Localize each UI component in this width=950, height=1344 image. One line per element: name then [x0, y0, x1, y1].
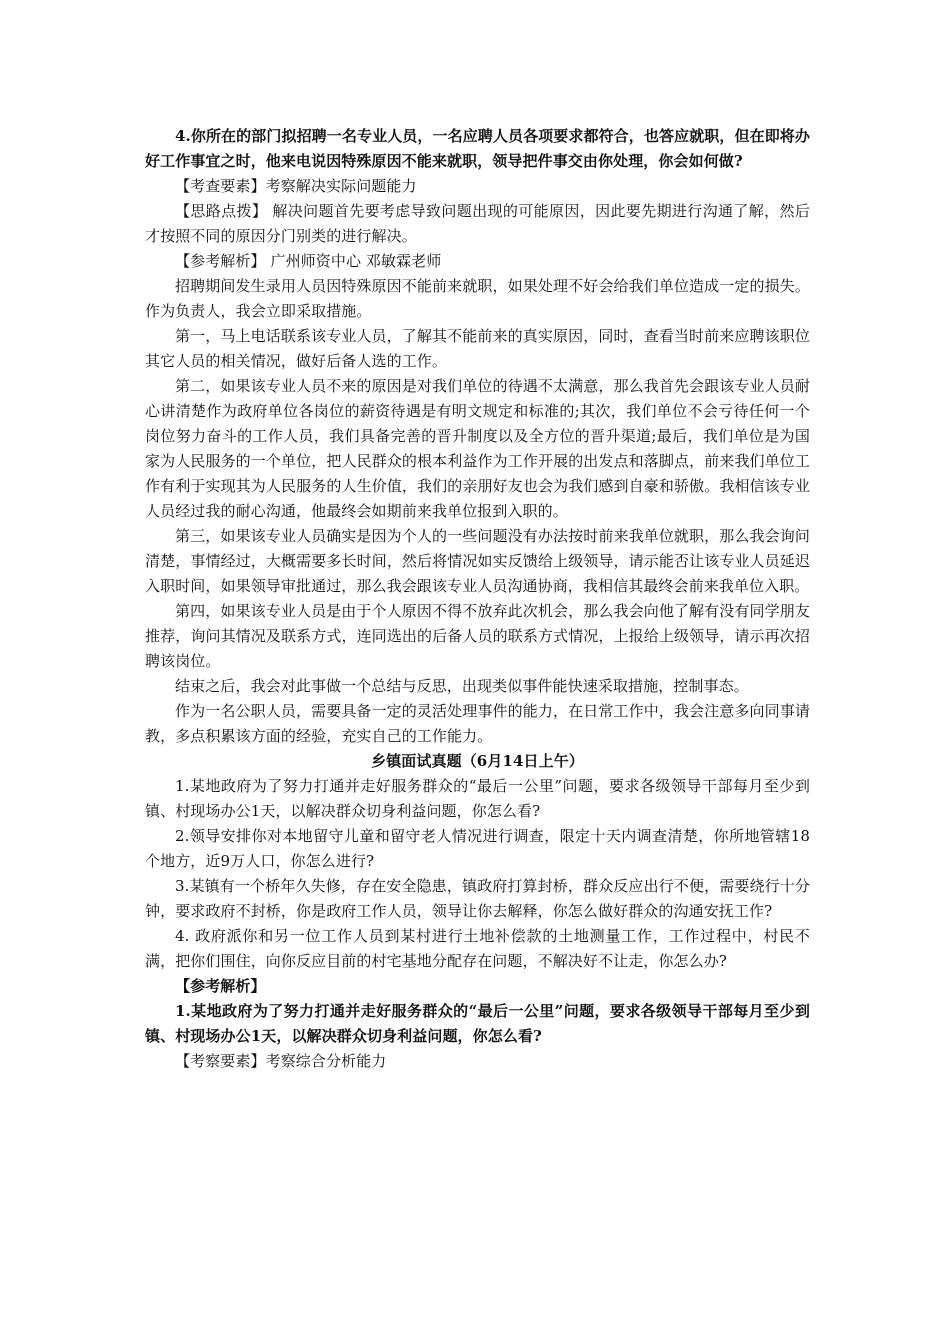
answer-point-3: 第三，如果该专业人员确实是因为个人的一些问题没有办法按时前来我单位就职，那么我会询问清楚，事情经过，大概需要多长时间，然后将情况如实反馈给上级领导，请示能否让该专业人员延迟入职时间，如果领导审批通过，那么我会跟该专业人员沟通协商，我相信其最终会前来我单位入职。 — [145, 527, 810, 595]
section-title: 乡镇面试真题（6月14日上午） — [371, 752, 584, 770]
answer-intro: 招聘期间发生录用人员因特殊原因不能前来就职，如果处理不好会给我们单位造成一定的损失。作为负责人，我会立即采取措施。 — [145, 277, 810, 320]
document-page — [145, 124, 810, 1074]
answer-point-1: 第一，马上电话联系该专业人员，了解其不能前来的真实原因，同时，查看当时前来应聘该职位其它人员的相关情况，做好后备人选的工作。 — [145, 327, 810, 370]
analysis-heading: 【参考解析】 — [175, 977, 266, 995]
town-question-3: 3.某镇有一个桥年久失修，存在安全隐患，镇政府打算封桥，群众反应出行不便，需要绕行十分钟，要求政府不封桥，你是政府工作人员，领导让你去解释，你怎么做好群众的沟通安抚工作? — [145, 877, 810, 920]
answer-summary: 作为一名公职人员，需要具备一定的灵活处理事件的能力，在日常工作中，我会注意多向同事请教，多点积累该方面的经验，充实自己的工作能力。 — [145, 702, 810, 745]
question-4-heading: 4.你所在的部门拟招聘一名专业人员，一名应聘人员各项要求都符合，也答应就职，但在即将办好工作事宜之时，他来电说因特殊原因不能来就职，领导把件事交由你处理，你会如何做? — [145, 127, 810, 170]
answer-conclusion: 结束之后，我会对此事做一个总结与反思，出现类似事件能快速采取措施，控制事态。 — [175, 677, 749, 695]
analysis-question-1: 1.某地政府为了努力打通并走好服务群众的“最后一公里”问题，要求各级领导干部每月至少到镇、村现场办公1天，以解决群众切身利益问题，你怎么看? — [145, 1002, 810, 1045]
thinking-hint: 【思路点拨】 解决问题首先要考虑导致问题出现的可能原因，因此要先期进行沟通了解，然后才按照不同的原因分门别类的进行解决。 — [145, 202, 810, 245]
exam-element: 【考查要素】考察解决实际问题能力 — [175, 177, 417, 195]
reference-analysis-author: 【参考解析】 广州师资中心 邓敏霖老师 — [175, 252, 442, 270]
town-question-4: 4. 政府派你和另一位工作人员到某村进行土地补偿款的土地测量工作，工作过程中，村民不满，把你们围住，向你反应目前的村宅基地分配存在问题，不解决好不让走，你怎么办? — [145, 927, 810, 970]
analysis-exam-element: 【考察要素】考察综合分析能力 — [175, 1052, 387, 1070]
answer-point-4: 第四，如果该专业人员是由于个人原因不得不放弃此次机会，那么我会向他了解有没有同学朋友推荐，询问其情况及联系方式，连同选出的后备人员的联系方式情况，上报给上级领导，请示再次招聘该岗位。 — [145, 602, 810, 670]
town-question-2: 2.领导安排你对本地留守儿童和留守老人情况进行调查，限定十天内调查清楚，你所地管辖18个地方，近9万人口，你怎么进行? — [145, 827, 810, 870]
town-question-1: 1.某地政府为了努力打通并走好服务群众的“最后一公里”问题，要求各级领导干部每月至少到镇、村现场办公1天，以解决群众切身利益问题，你怎么看? — [145, 777, 810, 820]
answer-point-2: 第二，如果该专业人员不来的原因是对我们单位的待遇不太满意，那么我首先会跟该专业人员耐心讲清楚作为政府单位各岗位的薪资待遇是有明文规定和标准的;其次，我们单位不会亏待任何一个岗位努力奋斗的工作人员，我们具备完善的晋升制度以及全方位的晋升渠道;最后，我们单位是为国家为人民服务的一个单位，把人民群众的根本利益作为工作开展的出发点和落脚点，前来我们单位工作有利于实现其为人民服务的人生价值，我们的亲朋好友也会为我们感到自豪和骄傲。我相信该专业人员经过我的耐心沟通，他最终会如期前来我单位报到入职的。 — [145, 377, 810, 520]
